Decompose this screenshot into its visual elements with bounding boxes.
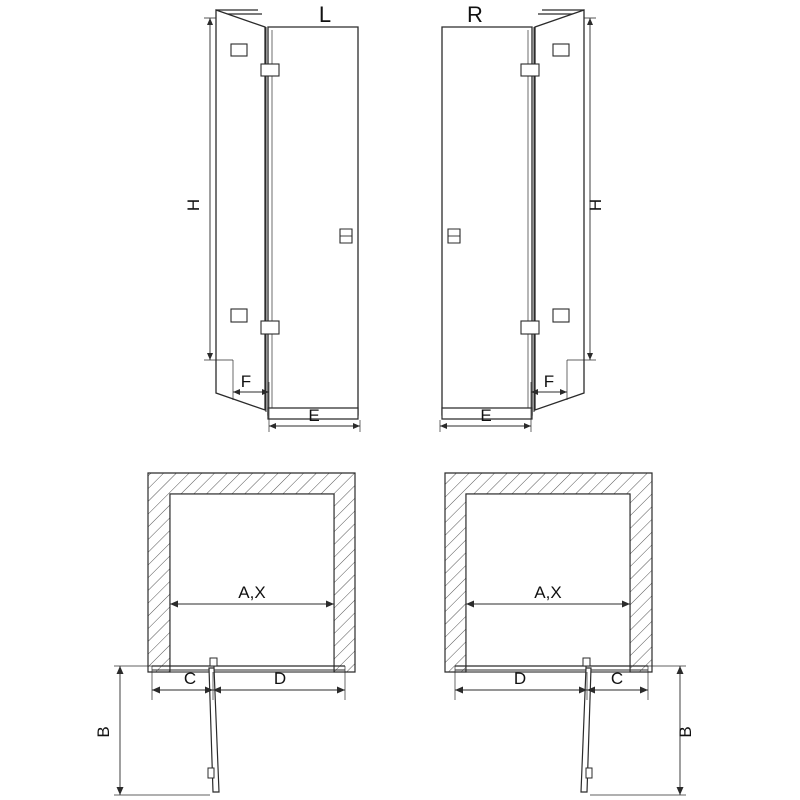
plan-left-b-arrow-top [117, 666, 124, 674]
elevation-right-hinge-bottom-a [553, 309, 569, 322]
plan-left [94, 473, 355, 795]
plan-left-hinge-block [210, 658, 217, 666]
elevation-left-fixed-panel [216, 10, 265, 410]
elevation-left-hinge-top-a [231, 44, 247, 56]
plan-right [445, 473, 695, 795]
elevation-right-door-panel [442, 27, 532, 415]
elevation-right-e-arrow-right [524, 423, 531, 429]
elevation-left-door-panel [268, 27, 358, 415]
elevation-right-height-arrow-bottom [587, 353, 593, 360]
plan-right-c-arrow-right [640, 687, 648, 694]
elevation-right-e-label: E [480, 406, 492, 425]
elevation-right-fixed-panel [535, 10, 584, 410]
plan-right-b-arrow-bottom [677, 787, 684, 795]
elevation-right-height-label: H [586, 198, 605, 212]
elevation-left-e-arrow-right [353, 423, 360, 429]
elevation-left [184, 2, 360, 432]
plan-left-open-door-handle [208, 768, 214, 778]
plan-left-b-arrow-bottom [117, 787, 124, 795]
elevation-right-title: R [467, 2, 483, 27]
elevation-left-f-label: F [240, 372, 252, 391]
elevation-left-hinge-bottom-a [231, 309, 247, 322]
plan-right-d-label: D [513, 669, 527, 688]
elevation-left-title: L [318, 2, 332, 27]
elevation-left-e-label: E [308, 406, 320, 425]
elevation-left-hinge-bottom-b [261, 321, 279, 334]
plan-right-ax-label: A,X [534, 583, 562, 602]
plan-left-c-arrow-left [152, 687, 160, 694]
plan-left-d-label: D [273, 669, 287, 688]
plan-left-d-arrow-right [337, 687, 345, 694]
plan-right-open-door-handle [586, 768, 592, 778]
plan-left-ax-label: A,X [238, 583, 266, 602]
plan-right-b-arrow-top [677, 666, 684, 674]
elevation-left-height-label: H [184, 198, 203, 212]
elevation-left-height-arrow-top [207, 18, 213, 25]
elevation-right-hinge-top-a [553, 44, 569, 56]
elevation-right-height-arrow-top [587, 18, 593, 25]
elevation-left-height-arrow-bottom [207, 353, 213, 360]
plan-right-c-label: C [610, 669, 624, 688]
plan-right-d-arrow-left [455, 687, 463, 694]
plan-right-b-label: B [676, 726, 695, 738]
plan-left-c-label: C [183, 669, 197, 688]
plan-left-b-label: B [94, 726, 113, 738]
elevation-right-f-label: F [543, 372, 555, 391]
elevation-right-hinge-top-b [521, 64, 539, 76]
plan-right-hinge-block [583, 658, 590, 666]
elevation-right-hinge-bottom-b [521, 321, 539, 334]
elevation-left-e-arrow-left [269, 423, 276, 429]
elevation-right [440, 2, 605, 432]
elevation-right-e-arrow-left [440, 423, 447, 429]
elevation-left-hinge-top-b [261, 64, 279, 76]
